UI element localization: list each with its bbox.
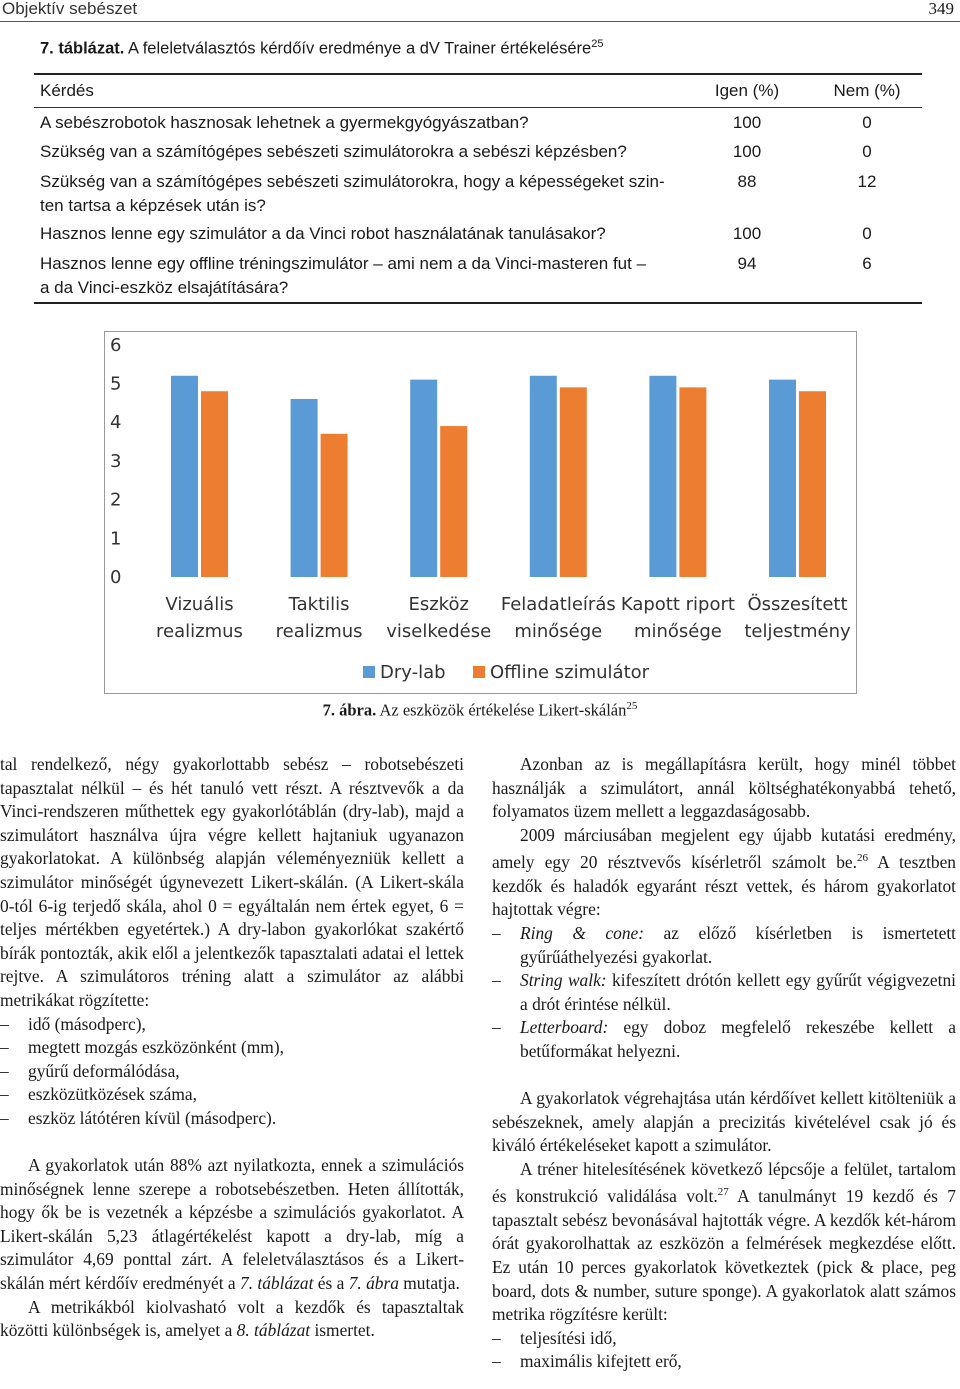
table-header-question: Kérdés: [40, 81, 94, 100]
bar-dry-lab: [769, 380, 796, 577]
legend-label: Offline szimulátor: [490, 662, 650, 683]
y-tick-label: 1: [110, 528, 122, 550]
figure-caption-label: 7. ábra.: [322, 700, 377, 720]
bar-offline-szimul-tor: [321, 434, 348, 577]
table-row-5-yes: 94: [737, 254, 757, 273]
table-row-5-line1: Hasznos lenne egy offline tréningszimulátor – ami nem a da Vinci-masteren fut –: [40, 254, 647, 273]
likert-chart: [104, 331, 857, 694]
table-header-yes: Igen (%): [714, 81, 780, 100]
table-caption-ref: 25: [591, 38, 604, 50]
table-row-3-no: 12: [857, 172, 877, 191]
y-tick-label: 6: [110, 334, 122, 356]
y-tick-label: 3: [110, 450, 122, 472]
metric-item-4: – eszközütközések száma,: [0, 1084, 197, 1105]
x-category-label: viselkedése: [386, 621, 492, 642]
table-row-2-question: Szükség van a számítógépes sebészeti szimulátorokra a sebészi képzésben?: [40, 142, 627, 161]
figure-caption-text: Az eszközök értékelése Likert-skálán: [376, 700, 627, 720]
right-paragraph-2: 2009 márciusában megjelent egy újabb kutatási eredmény, amely egy 20 résztvevős kísérletről számolt be.$^{26}$ A tesztben kezdők és haladók egyaránt részt vettek, és három gyakorlatot hajtottak végre:: [492, 824, 957, 920]
left-paragraph-1: tal rendelkező, négy gyakorlottabb sebész – robotsebészeti tapasztalat nélkül – és hét tanuló vett részt. A résztvevők a da Vinci-rendszeren műthettek egy gyakorlótáblán (dry-lab), majd a szimulátort használva újra végre kellett hajtaniuk ugyanazon gyakorlatokat. A különbség alapján véleményezniük kellett a szimulátor minőségét úgynevezett Likert-skálán. (A Likert-skála 0-tól 6-ig terjedő skála, ahol 0 = egyáltalán nem értek egyet, 6 = teljes mértékben egyetértek.) A dry-labon gyakorlókat szakértő bírák pontozták, akik elől a jelentkezők tapasztalati adatai el lettek rejtve. A szimulátoros tréning alatt a szimulátor az alábbi metrikákat rögzítette:: [0, 754, 464, 1010]
ref-27: 27: [717, 1186, 729, 1199]
y-tick-label: 5: [110, 373, 122, 395]
y-tick-label: 0: [110, 567, 122, 588]
table-row-5-question: [40, 252, 690, 300]
metric-item-5-text: eszköz látótéren kívül (másodperc).: [28, 1107, 277, 1128]
ref-table-8: 8. táblázat: [236, 1320, 311, 1341]
x-category-label: Kapott riport: [620, 594, 735, 615]
metric-item-3: – gyűrű deformálódása,: [0, 1060, 180, 1081]
recorded-metric-1: – teljesítési idő,: [492, 1327, 617, 1348]
bar-dry-lab: [291, 399, 318, 577]
x-category-label: minősége: [633, 621, 722, 642]
table-row-1-yes: 100: [732, 113, 762, 132]
ref-figure-7: 7. ábra: [348, 1273, 399, 1294]
exercise-item-3: – Letterboard: egy doboz megfelelő rekeszébe kellett a betűformákat helyezni.: [492, 1017, 956, 1061]
bar-dry-lab: [649, 376, 676, 577]
metric-item-1: – idő (másodperc),: [0, 1013, 146, 1034]
recorded-metric-2: – maximális kifejtett erő,: [492, 1351, 682, 1372]
exercise-item-2: – String walk: kifeszített drótón kellett egy gyűrűt végigvezetni a drót érintése nélkül.: [492, 970, 956, 1014]
table-header-no: Nem (%): [833, 81, 901, 100]
metric-item-5: – eszköz látótéren kívül (másodperc).: [0, 1107, 277, 1128]
table-row-3-line1: Szükség van a számítógépes sebészeti szimulátorokra, hogy a képességeket szin-: [40, 172, 665, 191]
bar-dry-lab: [171, 376, 198, 577]
bar-offline-szimul-tor: [560, 387, 587, 577]
table-row-4-no: 0: [862, 224, 872, 243]
exercise-item-1: – Ring & cone: az előző kísérletben is ismertetett gyűrűáthelyezési gyakorlat.: [492, 922, 957, 967]
metric-item-2-text: megtett mozgás eszközönként (mm),: [28, 1037, 284, 1058]
right-column: [492, 753, 956, 1374]
bar-dry-lab: [530, 376, 557, 577]
x-category-label: Eszköz: [408, 594, 469, 615]
chart-svg: [105, 332, 856, 693]
table-row-1-question: A sebészrobotok hasznosak lehetnek a gyermekgyógyászatban?: [40, 113, 529, 132]
table-row-2-no: 0: [862, 142, 872, 161]
ref-table-7: 7. táblázat: [240, 1273, 314, 1294]
left-column: [0, 753, 464, 1343]
bar-offline-szimul-tor: [799, 391, 826, 577]
bar-dry-lab: [410, 380, 437, 577]
ref-26: 26: [856, 852, 868, 865]
running-title: Objektív sebészet: [2, 0, 138, 18]
bar-offline-szimul-tor: [679, 387, 706, 577]
table-row-5-no: 6: [862, 254, 872, 273]
legend-swatch: [363, 666, 375, 678]
bar-offline-szimul-tor: [440, 426, 467, 577]
table-bottom-rule: [34, 302, 922, 304]
table-row-1-no: 0: [862, 113, 872, 132]
metric-item-2: – megtett mozgás eszközönként (mm),: [0, 1037, 284, 1058]
table-caption-text: A feleletválasztós kérdőív eredménye a dV Trainer értékelésére: [124, 39, 592, 58]
figure-caption-ref: 25: [626, 700, 638, 712]
y-tick-label: 4: [110, 412, 122, 434]
x-category-label: minősége: [514, 621, 603, 642]
metric-item-4-text: eszközütközések száma,: [28, 1084, 197, 1105]
metric-item-1-text: idő (másodperc),: [28, 1013, 146, 1034]
table-row-2-yes: 100: [732, 142, 762, 161]
metric-item-3-text: gyűrű deformálódása,: [28, 1060, 180, 1081]
figure-caption: [0, 700, 960, 721]
table-header-rule: [34, 107, 922, 108]
table-row-3-yes: 88: [737, 172, 757, 191]
right-paragraph-4: A tréner hitelesítésének következő lépcsője a felület, tartalom és konstrukció validálása volt.$^{27}$ A tanulmányt 19 kezdő és 7 tapasztalt sebész bevonásával hajtották végre. A kezdők két-három órát gyakorolhattak az eszközön a felmérések megkezdése előtt. Ez után 10 perces gyakorlatok következtek (pick & place, peg board, dots & number, suture sponge). A gyakorlatok alatt számos metrika rögzítésre került:: [492, 1158, 957, 1325]
right-paragraph-1: Azonban az is megállapításra került, hogy minél többet használják a szimulátort, annál költséghatékonyabbá tehető, folyamatos üzem mellett a leggazdaságosabb.: [492, 754, 956, 822]
left-paragraph-3: A metrikákból kiolvasható volt a kezdők és tapasztaltak közötti különbségek is, amelyet a 8. táblázat ismertet.: [0, 1296, 464, 1341]
x-category-label: realizmus: [156, 621, 243, 642]
table-row-5-line2: a da Vinci-eszköz elsajátítására?: [40, 278, 289, 297]
header-rule: [0, 21, 960, 22]
right-paragraph-3: A gyakorlatok végrehajtása után kérdőívet kellett kitölteniük a sebészeknek, amely alapján a precizitás kivételével csak jó és kiváló értékeléseket kapott a szimulátor.: [492, 1088, 956, 1156]
table-row-3-line2: ten tartsa a képzések után is?: [40, 196, 266, 215]
x-category-label: teljestmény: [744, 621, 851, 642]
table-top-rule: [34, 73, 922, 75]
left-paragraph-2: A gyakorlatok után 88% azt nyilatkozta, ennek a szimulációs minőségnek lenne szerepe a robotsebészetben. Heten állították, hogy ők be is vezetnék a képzésbe a szimulációs gyakorlatot. A Likert-skálán 5,23 átlagértékelést kapott a dry-lab, míg a szimulátor 4,69 ponttal zárt. A feleletválasztásos és a Likert-skálán mért kérdőív eredményét a 7. táblázat és a 7. ábra mutatja.: [0, 1155, 464, 1294]
table-row-4-question: Hasznos lenne egy szimulátor a da Vinci robot használatának tanulásakor?: [40, 224, 606, 243]
x-category-label: Taktilis: [288, 594, 350, 615]
legend-swatch: [473, 666, 485, 678]
y-tick-label: 2: [110, 489, 122, 511]
legend-label: Dry-lab: [380, 662, 446, 683]
page-number: 349: [928, 0, 954, 18]
table-caption-label: 7. táblázat.: [40, 39, 125, 58]
x-category-label: realizmus: [275, 621, 363, 642]
bar-offline-szimul-tor: [201, 391, 228, 577]
x-category-label: Feladatleírás: [500, 594, 616, 615]
x-category-label: Összesített: [747, 594, 848, 615]
x-category-label: Vizuális: [165, 594, 234, 615]
table-row-4-yes: 100: [732, 224, 762, 243]
table-caption: [40, 38, 603, 59]
table-row-3-question: [40, 170, 690, 218]
